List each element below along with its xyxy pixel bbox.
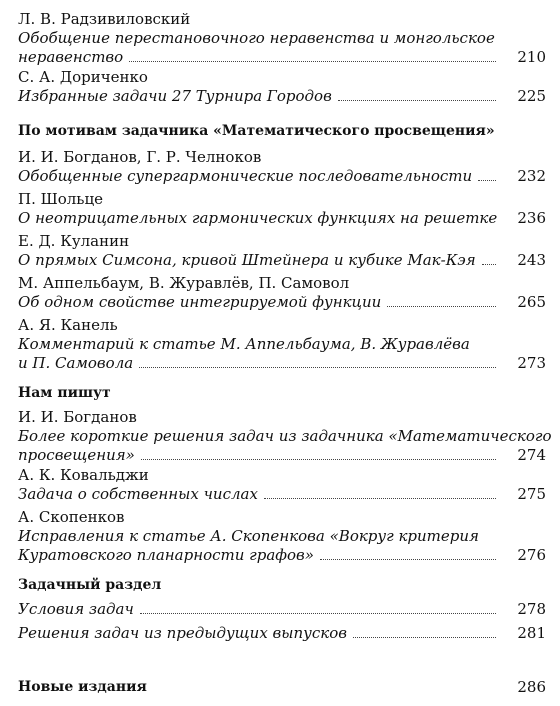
entry-author: М. Аппельбаум, В. Журавлёв, П. Самовол: [18, 274, 350, 292]
entry-page: 275: [517, 485, 546, 503]
leader-dots: [338, 100, 496, 101]
toc-entry: [18, 274, 546, 312]
leader-dots: [141, 459, 496, 460]
entry-title: [18, 251, 546, 270]
entry-title: [18, 427, 552, 465]
leader-dots: [482, 264, 496, 265]
entry-title: [18, 209, 546, 228]
entry-author: А. Я. Канель: [18, 316, 118, 334]
toc-entry: [18, 624, 546, 643]
entry-page: 276: [517, 546, 546, 564]
toc-entry: [18, 466, 546, 504]
entry-title-line: Комментарий к статье М. Аппельбаума, В. Журавлёва: [18, 335, 470, 353]
entry-page: 273: [517, 354, 546, 372]
entry-title: [18, 29, 546, 67]
entry-page: 286: [517, 678, 546, 696]
entry-author: Е. Д. Куланин: [18, 232, 130, 250]
leader-dots: [264, 498, 496, 499]
entry-title-line: неравенство: [18, 48, 124, 66]
leader-dots: [353, 637, 496, 638]
leader-dots: [129, 61, 496, 62]
section-heading: По мотивам задачника «Математического просвещения»: [18, 123, 495, 139]
entry-title-line: просвещения»: [18, 446, 135, 464]
toc-entry: [18, 678, 546, 696]
entry-title-line: Избранные задачи 27 Турнира Городов: [18, 87, 332, 105]
toc-entry: [18, 190, 546, 228]
entry-title-line: Обобщенные супергармонические последовательности: [18, 167, 473, 185]
entry-title: [18, 293, 546, 312]
section-heading: Задачный раздел: [18, 577, 162, 593]
entry-title: [18, 485, 546, 504]
entry-author: И. И. Богданов: [18, 408, 137, 426]
entry-page: 265: [517, 293, 546, 311]
entry-title: [18, 600, 546, 619]
toc-entry: [18, 148, 546, 186]
leader-dots: [387, 306, 496, 307]
leader-dots: [478, 180, 496, 181]
entry-title-line: Обобщение перестановочного неравенства и монгольское: [18, 29, 495, 47]
entry-page: 225: [517, 87, 546, 105]
toc-entry: [18, 232, 546, 270]
toc-entry: [18, 316, 546, 373]
entry-title-line: Исправления к статье А. Скопенкова «Вокруг критерия: [18, 527, 479, 545]
entry-page: 236: [517, 209, 546, 227]
entry-title: [18, 527, 546, 565]
section-heading: Новые издания: [18, 679, 147, 695]
toc-entry: [18, 508, 546, 565]
toc-entry: [18, 68, 546, 106]
entry-author: И. И. Богданов, Г. Р. Челноков: [18, 148, 262, 166]
leader-dots: [320, 559, 496, 560]
entry-page: 232: [517, 167, 546, 185]
entry-author: А. Скопенков: [18, 508, 125, 526]
leader-dots: [139, 367, 496, 368]
entry-title-line: Куратовского планарности графов»: [18, 546, 314, 564]
entry-title: [18, 624, 546, 643]
entry-title-line: Об одном свойстве интегрируемой функции: [18, 293, 382, 311]
entry-author: А. К. Ковальджи: [18, 466, 149, 484]
entry-author: С. А. Дориченко: [18, 68, 148, 86]
toc-entry: [18, 408, 552, 465]
entry-title-line: Решения задач из предыдущих выпусков: [18, 624, 347, 642]
section-heading: Нам пишут: [18, 385, 111, 401]
entry-title-line: О неотрицательных гармонических функциях на решетке: [18, 209, 498, 227]
entry-title: [18, 167, 546, 186]
entry-author: Л. В. Радзивиловский: [18, 10, 191, 28]
entry-page: 243: [517, 251, 546, 269]
entry-title-line: и П. Самовола: [18, 354, 134, 372]
entry-title-line: Более короткие решения задач из задачника «Математического: [18, 427, 552, 445]
entry-title: [18, 335, 546, 373]
entry-title-line: Условия задач: [18, 600, 134, 618]
entry-page: 278: [517, 600, 546, 618]
entry-author: П. Шольце: [18, 190, 103, 208]
entry-title-line: О прямых Симсона, кривой Штейнера и кубике Мак-Кэя: [18, 251, 476, 269]
entry-title: [18, 87, 546, 106]
entry-title-line: Задача о собственных числах: [18, 485, 258, 503]
entry-page: 274: [517, 446, 546, 464]
toc-entry: [18, 10, 546, 67]
entry-page: 210: [517, 48, 546, 66]
leader-dots: [140, 613, 496, 614]
entry-page: 281: [517, 624, 546, 642]
toc-entry: [18, 600, 546, 619]
